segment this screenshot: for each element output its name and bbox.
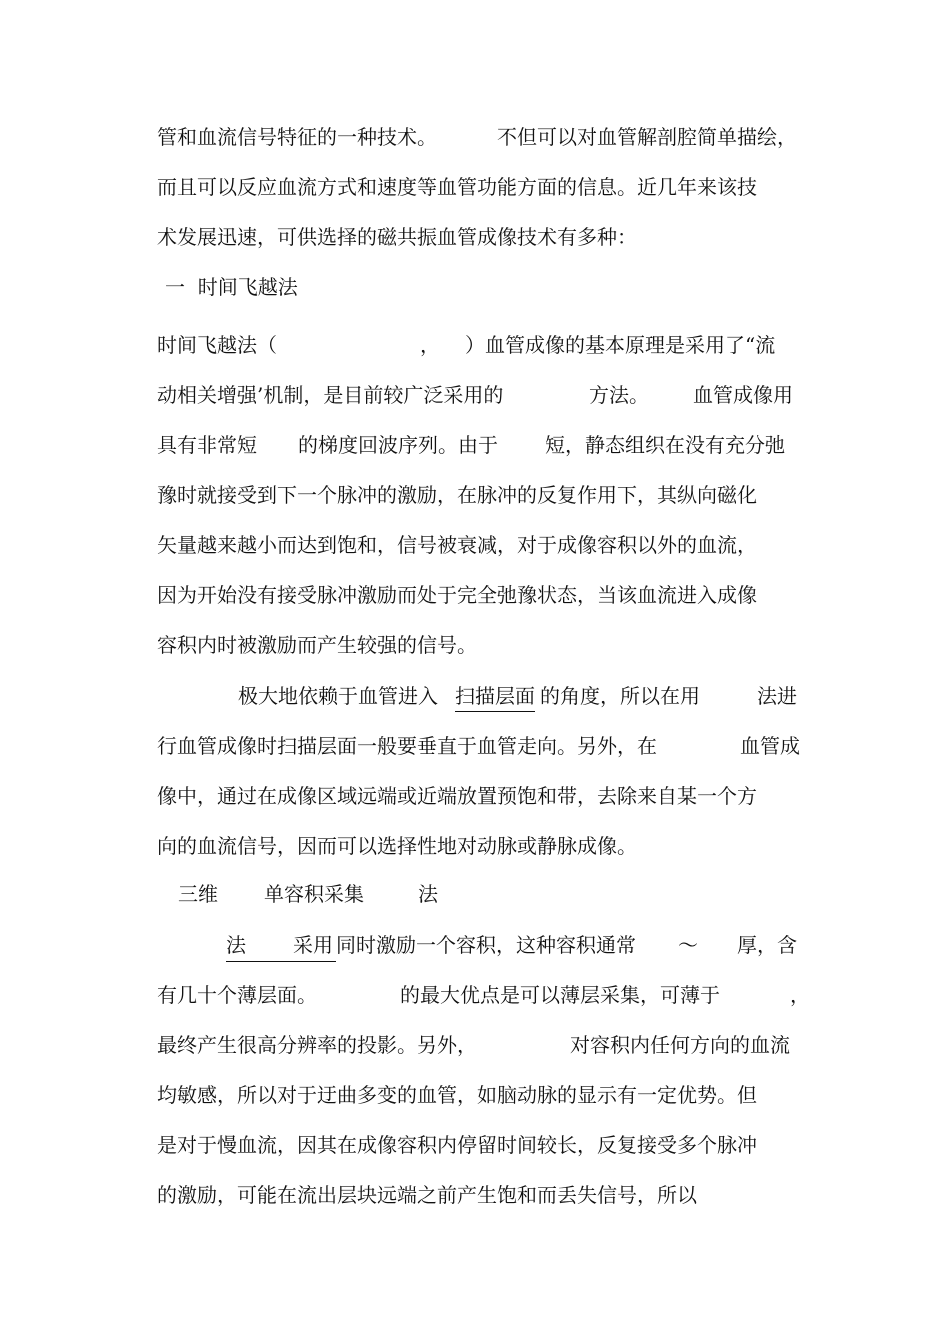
p1-line-3: 术发展迅速，可供选择的磁共振血管成像技术有多种：: [157, 225, 637, 249]
p4-line-6: 的激励，可能在流出层块远端之前产生饱和而丢失信号，所以: [157, 1183, 697, 1207]
p2-i: 短，静态组织在没有充分弛: [545, 433, 785, 457]
p3-line-4: 向的血流信号，因而可以选择性地对动脉或静脉成像。: [157, 834, 637, 858]
heading-3d-a: 三维: [178, 882, 218, 906]
p4-h: 对容积内任何方向的血流: [570, 1033, 790, 1057]
p4-f: ，: [790, 983, 810, 1007]
p3-e: 血管成: [740, 734, 800, 758]
p2-b: ，: [420, 333, 440, 357]
p3-underlined: 扫描层面: [455, 683, 535, 712]
heading-3d-c: 法: [418, 882, 438, 906]
p2-h: 的梯度回波序列。由于: [298, 433, 498, 457]
heading-3d-b: 单容积采集: [264, 882, 364, 906]
p4-e: 的最大优点是可以薄层采集，可薄于: [400, 983, 720, 1007]
p4-b: ～: [678, 933, 698, 957]
p2-line-5: 矢量越来越小而达到饱和，信号被衰减，对于成像容积以外的血流，: [157, 533, 757, 557]
p3-d: 行血管成像时扫描层面一般要垂直于血管走向。另外，在: [157, 734, 657, 758]
p2-line-7: 容积内时被激励而产生较强的信号。: [157, 633, 477, 657]
p2-a: 时间飞越法（: [157, 333, 277, 357]
p1-line-1-tail: 不但可以对血管解剖腔简单描绘，: [497, 125, 797, 149]
p3-b: 的角度，所以在用: [540, 684, 700, 708]
p4-d: 有几十个薄层面。: [157, 983, 317, 1007]
p2-e: 方法。: [589, 383, 649, 407]
p4-ua: 法: [226, 933, 246, 957]
p2-d: 动相关增强’机制，是目前较广泛采用的: [157, 383, 504, 407]
p2-line-4: 豫时就接受到下一个脉冲的激励，在脉冲的反复作用下，其纵向磁化: [157, 483, 757, 507]
p4-line-5: 是对于慢血流，因其在成像容积内停留时间较长，反复接受多个脉冲: [157, 1133, 757, 1157]
p2-f: 血管成像用: [693, 383, 793, 407]
p4-g: 最终产生很高分辨率的投影。另外，: [157, 1033, 477, 1057]
p3-c: 法进: [757, 684, 797, 708]
p1-line-2: 而且可以反应血流方式和速度等血管功能方面的信息。近几年来该技: [157, 175, 757, 199]
p4-ub: 采用: [293, 933, 333, 957]
p2-g: 具有非常短: [157, 433, 257, 457]
p4-c: 厚，含: [737, 933, 797, 957]
p2-c: ）血管成像的基本原理是采用了“流: [465, 333, 776, 357]
p1-line-1: 管和血流信号特征的一种技术。: [157, 125, 437, 149]
p3-line-3: 像中，通过在成像区域远端或近端放置预饱和带，去除来自某一个方: [157, 784, 757, 808]
heading-time-of-flight: 一 时间飞越法: [165, 275, 298, 299]
p4-a: 同时激励一个容积，这种容积通常: [336, 933, 636, 957]
p4-line-4: 均敏感，所以对于迂曲多变的血管，如脑动脉的显示有一定优势。但: [157, 1083, 757, 1107]
p3-a: 极大地依赖于血管进入: [238, 684, 438, 708]
p2-line-6: 因为开始没有接受脉冲激励而处于完全弛豫状态，当该血流进入成像: [157, 583, 757, 607]
